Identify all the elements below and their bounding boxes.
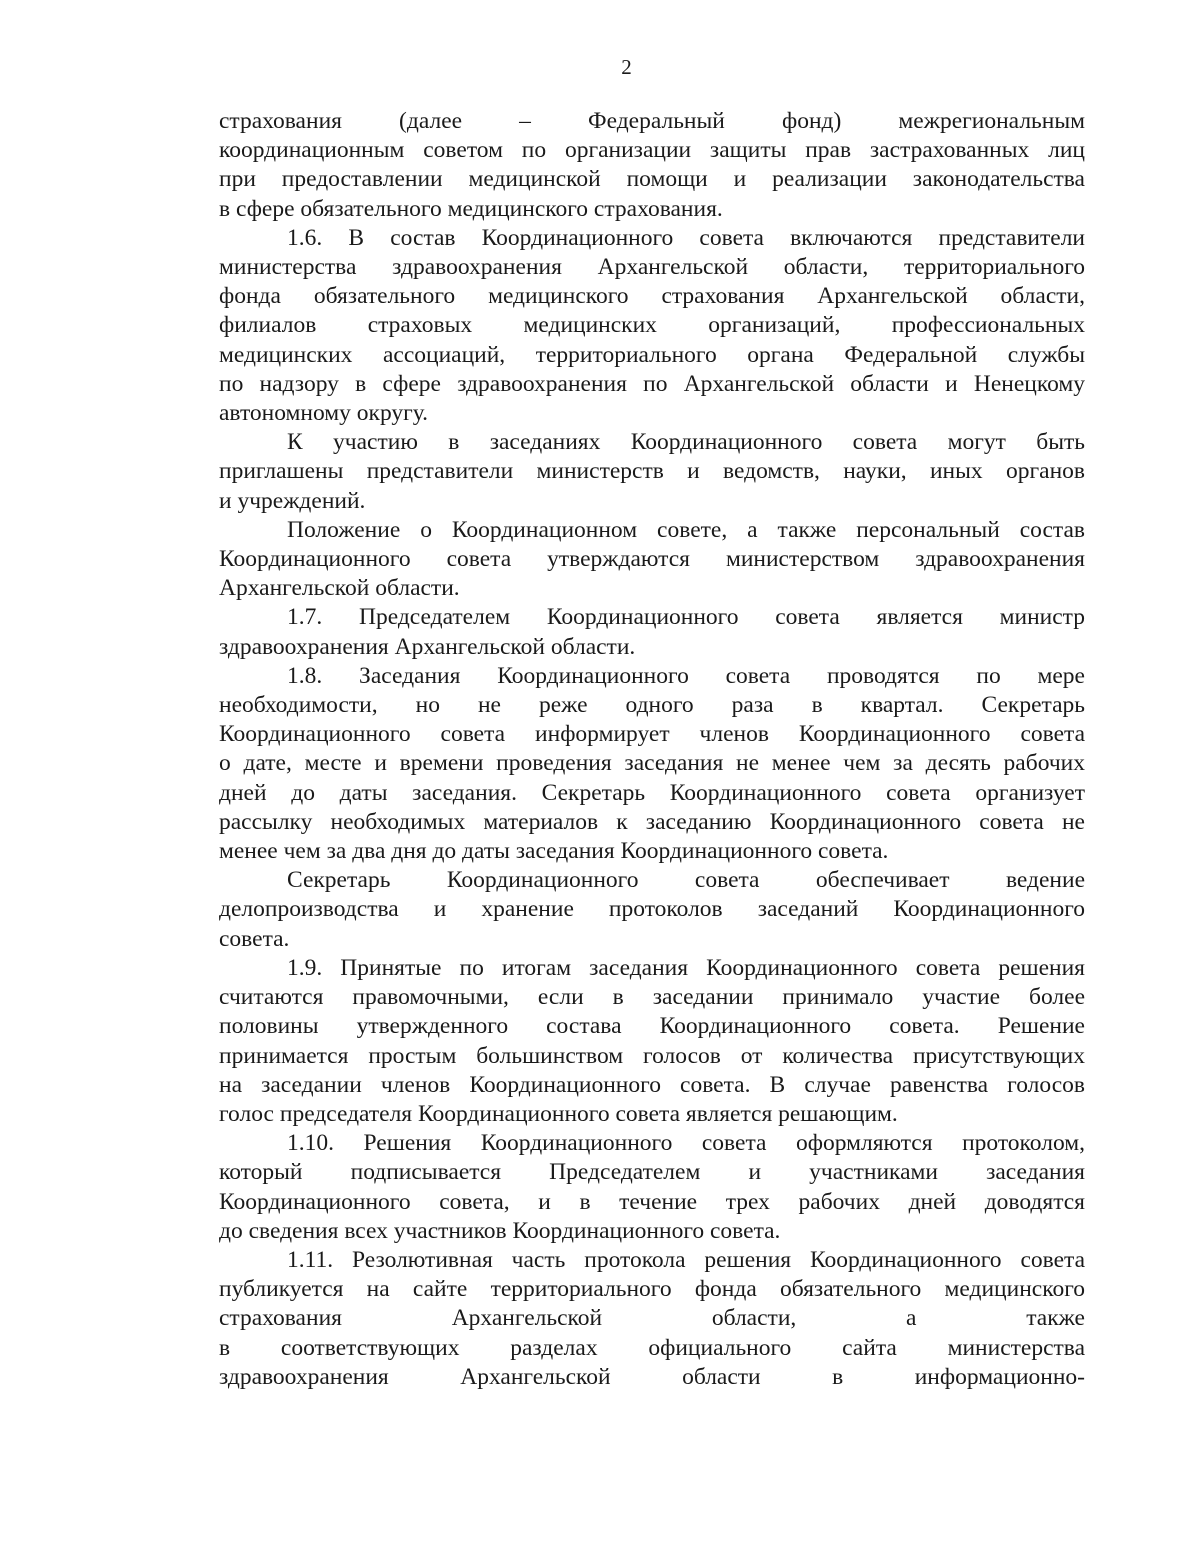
paragraph xyxy=(219,1129,1085,1246)
text-line: необходимости, но не реже одного раза в квартал. Секретарь xyxy=(219,692,1085,719)
text-line: по надзору в сфере здравоохранения по Архангельской области и Ненецкому xyxy=(219,370,1085,397)
text-line: 1.6. В состав Координационного совета включаются представители xyxy=(287,224,1085,251)
paragraph xyxy=(219,1246,1085,1392)
text-line: принимается простым большинством голосов от количества присутствующих xyxy=(219,1042,1085,1069)
text-line: Координационного совета, и в течение трех рабочих дней доводятся xyxy=(219,1188,1085,1215)
paragraph xyxy=(219,954,1085,1129)
text-line: К участию в заседаниях Координационного совета могут быть xyxy=(287,429,1085,456)
text-line: 1.8. Заседания Координационного совета проводятся по мере xyxy=(287,662,1085,689)
paragraph xyxy=(219,224,1085,428)
text-line: медицинских ассоциаций, территориального органа Федеральной службы xyxy=(219,341,1085,368)
text-line: голос председателя Координационного совета является решающим. xyxy=(219,1100,898,1127)
text-line: Секретарь Координационного совета обеспечивает ведение xyxy=(287,867,1085,894)
text-line: который подписывается Председателем и участниками заседания xyxy=(219,1159,1085,1186)
text-line: здравоохранения Архангельской области в информационно- xyxy=(219,1363,1085,1390)
text-line: 1.11. Резолютивная часть протокола решения Координационного совета xyxy=(287,1246,1085,1273)
text-line: Координационного совета утверждаются министерством здравоохранения xyxy=(219,546,1085,573)
text-line: автономному округу. xyxy=(219,400,429,427)
document-body xyxy=(219,107,1085,1392)
text-line: делопроизводства и хранение протоколов заседаний Координационного xyxy=(219,896,1085,923)
text-line: 1.9. Принятые по итогам заседания Координационного совета решения xyxy=(287,954,1085,981)
text-line: Положение о Координационном совете, а также персональный состав xyxy=(287,516,1085,543)
paragraph xyxy=(219,866,1085,954)
text-line: здравоохранения Архангельской области. xyxy=(219,633,636,660)
paragraph xyxy=(219,107,1085,224)
text-line: на заседании членов Координационного совета. В случае равенства голосов xyxy=(219,1071,1085,1098)
text-line: филиалов страховых медицинских организаций, профессиональных xyxy=(219,312,1085,339)
text-line: считаются правомочными, если в заседании принимало участие более xyxy=(219,984,1085,1011)
text-line: координационным советом по организации защиты прав застрахованных лиц xyxy=(219,137,1085,164)
text-line: дней до даты заседания. Секретарь Координационного совета организует xyxy=(219,779,1085,806)
text-line: совета. xyxy=(219,925,290,952)
paragraph xyxy=(219,603,1085,661)
text-line: страхования Архангельской области, а также xyxy=(219,1305,1085,1332)
text-line: и учреждений. xyxy=(219,487,366,514)
text-line: в сфере обязательного медицинского страхования. xyxy=(219,195,723,222)
paragraph xyxy=(219,516,1085,604)
text-line: при предоставлении медицинской помощи и реализации законодательства xyxy=(219,166,1085,193)
paragraph xyxy=(219,428,1085,516)
text-line: министерства здравоохранения Архангельской области, территориального xyxy=(219,254,1085,281)
text-line: в соответствующих разделах официального сайта министерства xyxy=(219,1334,1085,1361)
text-line: страхования (далее – Федеральный фонд) межрегиональным xyxy=(219,108,1085,134)
text-line: 1.10. Решения Координационного совета оформляются протоколом, xyxy=(287,1130,1085,1157)
text-line: 1.7. Председателем Координационного совета является министр xyxy=(287,604,1085,631)
text-line: рассылку необходимых материалов к заседанию Координационного совета не xyxy=(219,808,1085,835)
text-line: менее чем за два дня до даты заседания Координационного совета. xyxy=(219,838,889,865)
page-number: 2 xyxy=(621,55,632,79)
paragraph xyxy=(219,662,1085,866)
text-line: приглашены представители министерств и ведомств, науки, иных органов xyxy=(219,458,1085,485)
text-line: Архангельской области. xyxy=(219,575,460,602)
text-line: фонда обязательного медицинского страхования Архангельской области, xyxy=(219,283,1085,310)
text-line: публикуется на сайте территориального фонда обязательного медицинского xyxy=(219,1276,1085,1303)
text-line: о дате, месте и времени проведения заседания не менее чем за десять рабочих xyxy=(219,750,1085,777)
text-line: Координационного совета информирует членов Координационного совета xyxy=(219,721,1085,748)
text-line: до сведения всех участников Координационного совета. xyxy=(219,1217,781,1244)
text-line: половины утвержденного состава Координационного совета. Решение xyxy=(219,1013,1085,1040)
